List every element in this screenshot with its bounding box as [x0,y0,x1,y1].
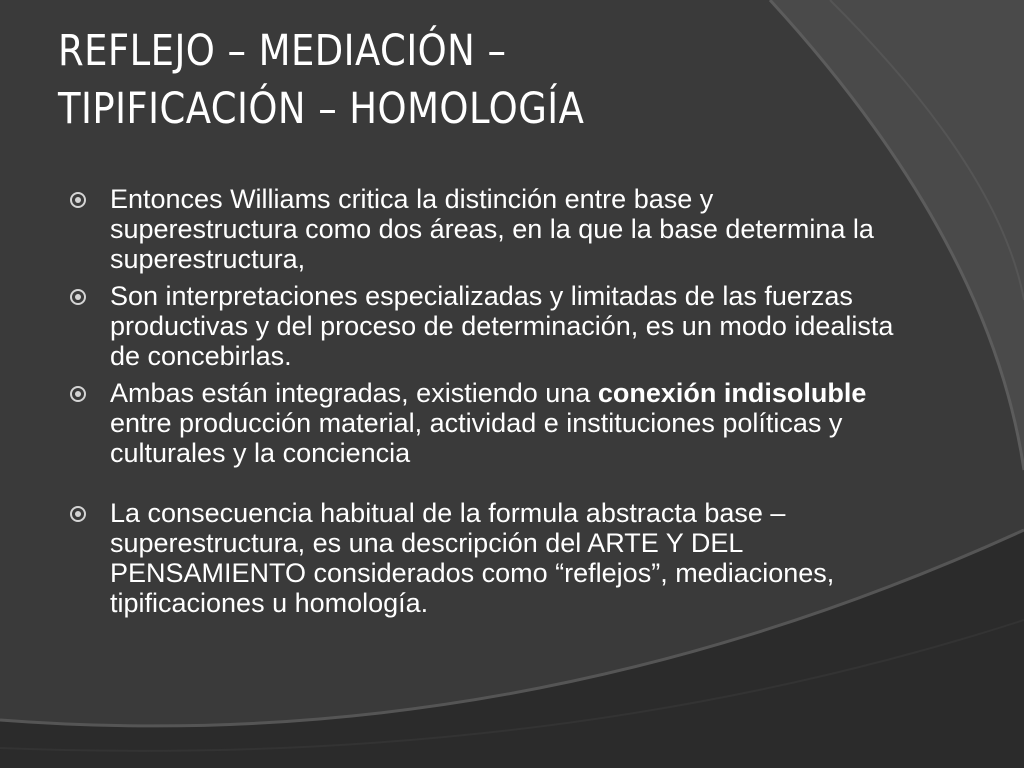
slide-title [58,22,832,138]
title-line-2: TIPIFICACIÓN – HOMOLOGÍA [58,84,585,134]
bullet-item-4 [66,498,896,618]
circle-bullet-icon [70,506,86,522]
bullet-item-2 [66,281,896,371]
bullet-text-3-after: entre producción material, actividad e instituciones políticas y culturales y la conciencia [110,408,843,468]
circle-bullet-icon [70,386,86,402]
circle-bullet-icon [70,192,86,208]
bullet-text-4: La consecuencia habitual de la formula abstracta base – superestructura, es una descripción del ARTE Y DEL PENSAMIENTO considerados como “reflejos”, mediaciones, tipificaciones u homología. [110,498,835,618]
bullet-list [66,184,896,625]
bullet-text-3-before: Ambas están integradas, existiendo una [110,378,598,408]
bullet-text-2: Son interpretaciones especializadas y limitadas de las fuerzas productivas y del proceso de determinación, es un modo idealista de concebirlas. [110,281,894,371]
bullet-item-1 [66,184,896,274]
circle-bullet-icon [70,289,86,305]
title-line-1: REFLEJO – MEDIACIÓN – [58,26,507,76]
bullet-text-3-bold: conexión indisoluble [597,378,867,408]
bullet-text-1: Entonces Williams critica la distinción entre base y superestructura como dos áreas, en la que la base determina la superestructura, [110,184,874,274]
bullet-item-3 [66,378,896,468]
